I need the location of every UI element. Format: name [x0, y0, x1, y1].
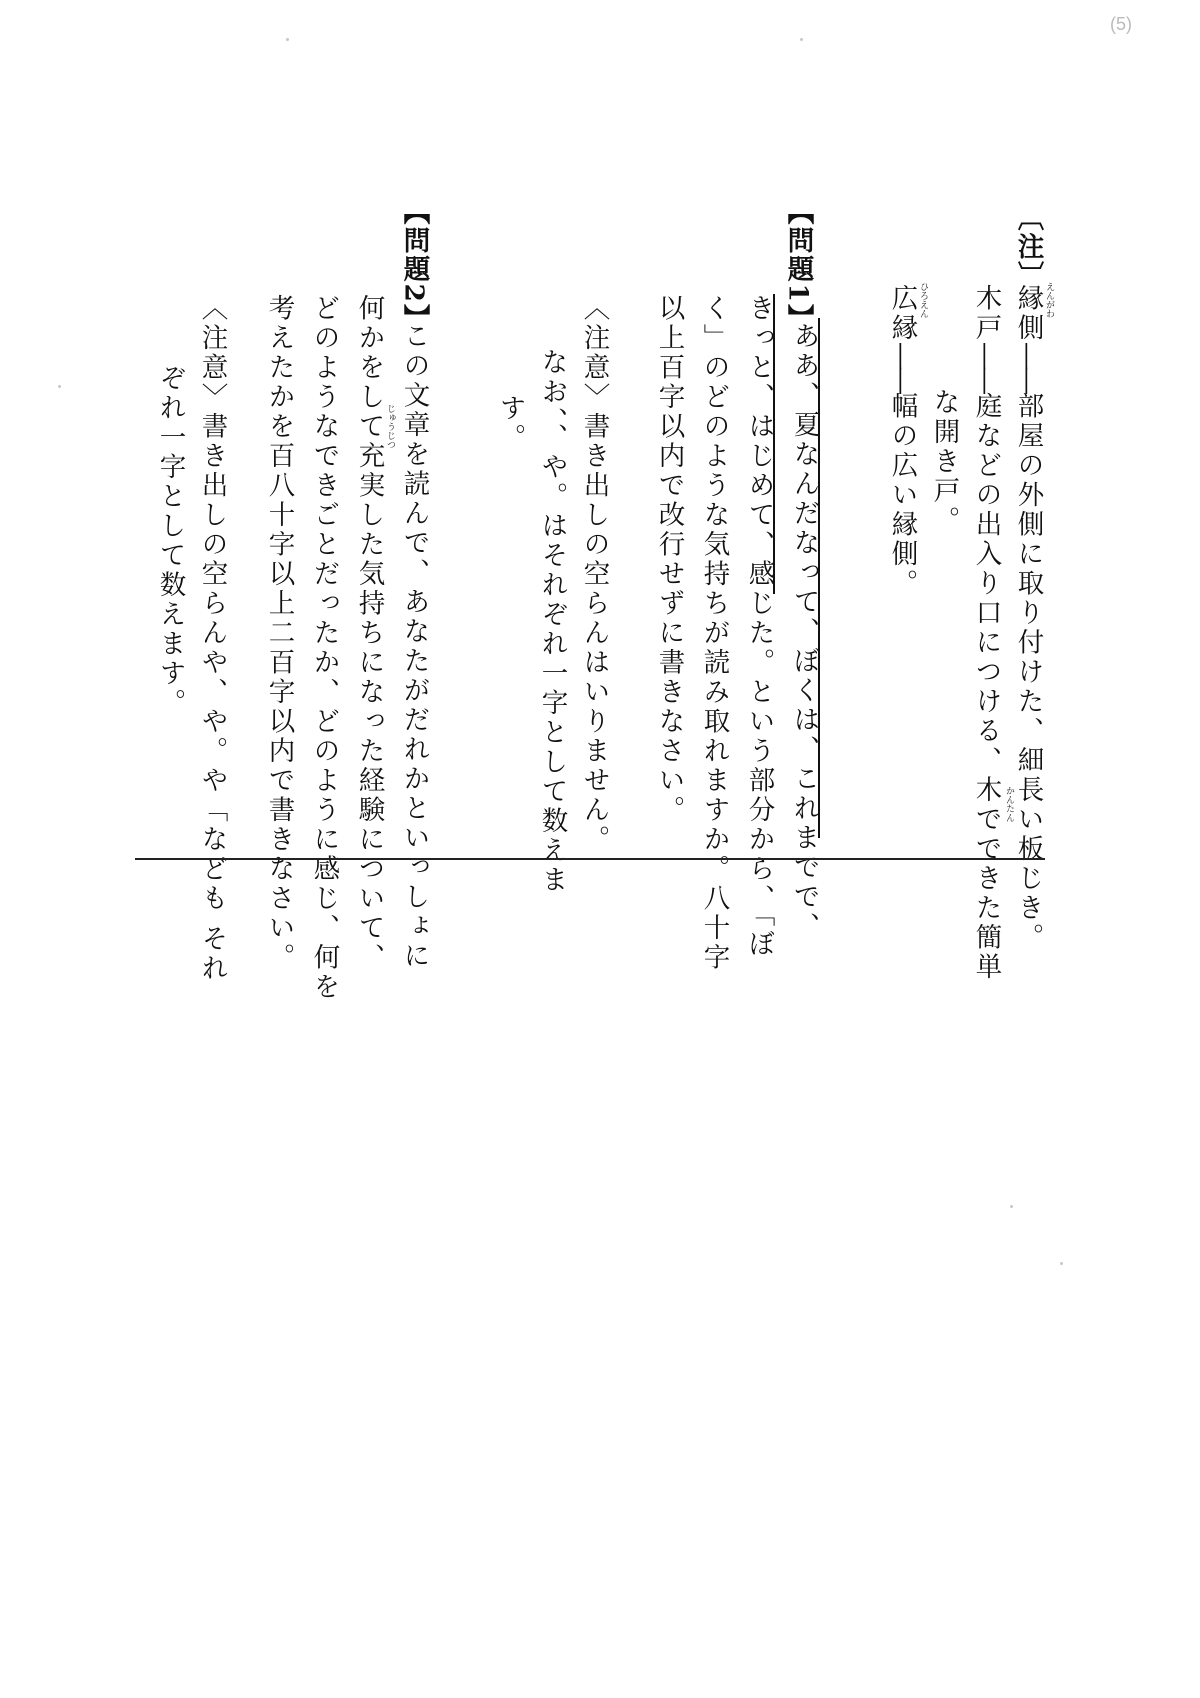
note-text: 庭などの出入り口につける、木でできた簡単 — [970, 392, 1002, 982]
page-mark: (5) — [1110, 14, 1132, 34]
question2-caution — [196, 294, 228, 984]
note-kido-continuation: な開き戸。 — [928, 388, 960, 536]
note-dash: ―― — [886, 343, 918, 392]
note-dash: ―― — [970, 343, 1002, 392]
caution-label: 〈注意〉 — [196, 294, 228, 412]
notes-label: 〔注〕 — [1012, 204, 1044, 290]
scan-speck — [1060, 1262, 1063, 1265]
question1-caution-line-2: なお、、や。はそれぞれ一字として数えま — [536, 348, 568, 896]
question1-line-1: ああ、夏なんだなって、ぼくは、これまでで、 — [788, 322, 820, 942]
scan-speck — [286, 38, 289, 41]
note-term: 広縁 — [886, 284, 918, 343]
question1-line-2: きっと、はじめて、感じた。という部分から、「ぼ — [743, 294, 775, 960]
question2-line-1: この文章を読んで、あなたがだれかといっしょに — [398, 322, 430, 971]
question1-label: 【問題1】 — [782, 198, 814, 333]
note-enngawa — [1012, 284, 1044, 953]
ruby-hiroen: ひろえん — [918, 282, 928, 318]
quote-underline — [818, 318, 820, 838]
ruby-enngawa: えんがわ — [1044, 282, 1054, 318]
note-hiroen — [886, 284, 918, 599]
question1-caution-line-3: す。 — [494, 394, 526, 453]
section-divider — [135, 858, 1045, 860]
question2-line-2: 何かをして充実した気持ちになった経験について、 — [353, 294, 385, 973]
question2-caution-line-2: ぞれ一字として数えます。 — [154, 364, 186, 718]
caution-label: 〈注意〉 — [578, 294, 610, 412]
note-text: 幅の広い縁側。 — [886, 392, 918, 599]
ruby-kantan: かんたん — [1004, 786, 1014, 822]
note-kido — [970, 284, 1002, 982]
question2-line-4: 考えたかを百八十字以上二百字以内で書きなさい。 — [263, 294, 295, 973]
question1-caution — [578, 294, 610, 855]
scan-speck — [58, 385, 61, 388]
quote-underline — [773, 294, 775, 594]
ruby-juujitsu: じゅうじつ — [385, 404, 395, 449]
question2-line-3: どのようなできごとだったか、どのように感じ、何を — [308, 294, 340, 1002]
question2-label: 【問題2】 — [398, 198, 430, 333]
question1-line-3: く」のどのような気持ちが読み取れますか。八十字 — [698, 294, 730, 973]
caution-text: 書き出しの空らんや、や。や「なども それ — [196, 412, 228, 984]
question1-line-4: 以上百字以内で改行せずに書きなさい。 — [653, 294, 685, 825]
note-text: 部屋の外側に取り付けた、細長い板じき。 — [1012, 392, 1044, 953]
caution-text: 書き出しの空らんはいりません。 — [578, 412, 610, 855]
scan-speck — [1010, 1205, 1013, 1208]
note-dash: ―― — [1012, 343, 1044, 392]
scan-speck — [800, 38, 803, 41]
note-term: 木戸 — [970, 284, 1002, 343]
note-term: 縁側 — [1012, 284, 1044, 343]
